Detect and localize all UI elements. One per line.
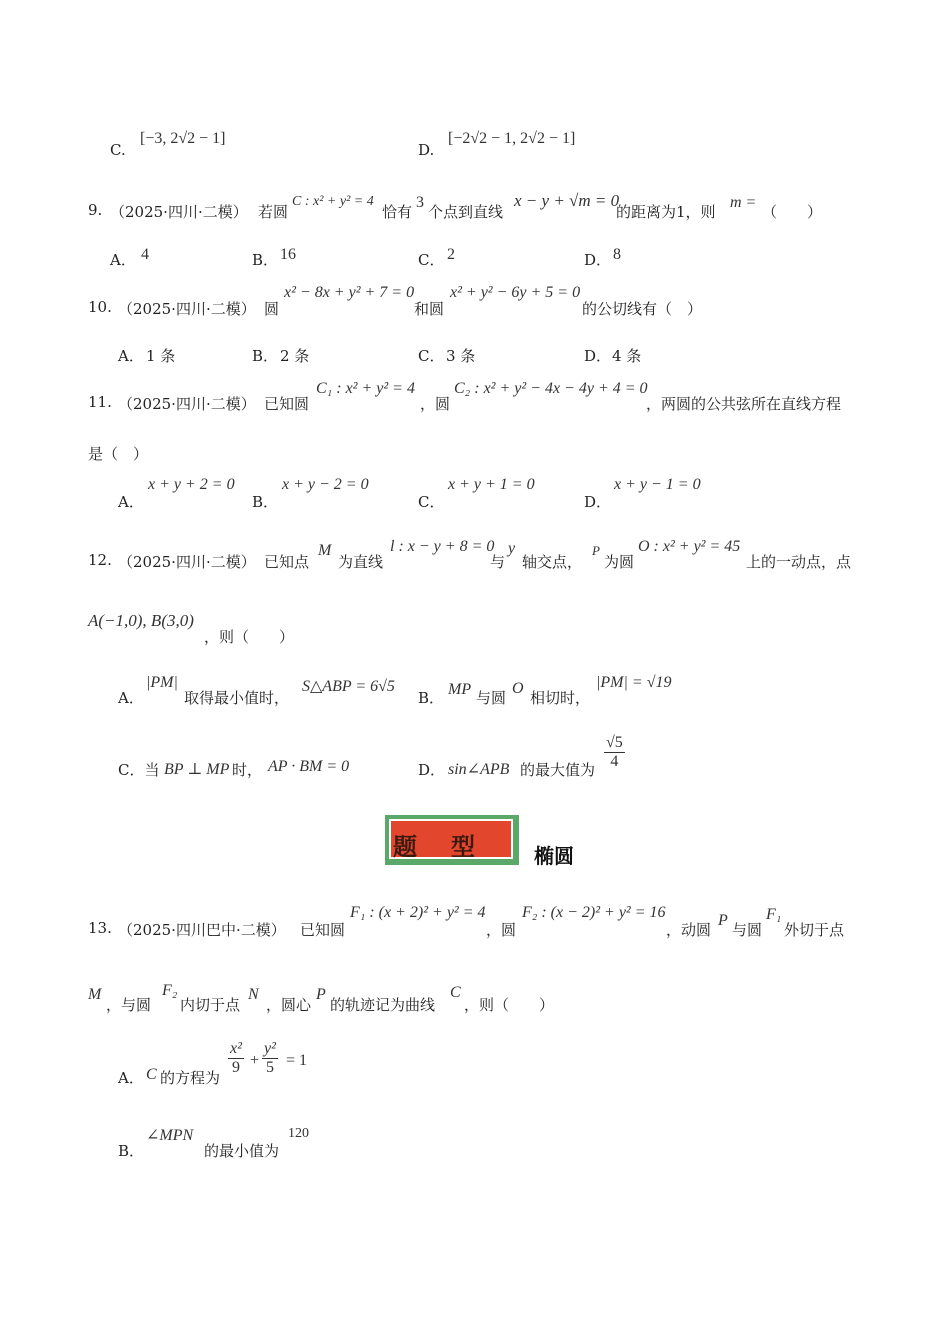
- option-label: C．当: [118, 761, 160, 779]
- option-value: 2 条: [280, 347, 310, 365]
- question-text: ，则（ ）: [204, 628, 295, 646]
- fraction: [262, 1040, 278, 1078]
- question-text: 内切于点: [180, 996, 241, 1014]
- fraction-denominator: 4: [610, 753, 619, 771]
- fraction-numerator: y²: [262, 1040, 278, 1059]
- question-text: 已知圆: [300, 921, 346, 939]
- question-text: ，与圆: [106, 996, 152, 1014]
- math-expression: M: [88, 986, 102, 1003]
- math-expression: 3: [416, 194, 424, 211]
- option-text: 与圆: [476, 689, 507, 707]
- fraction: [228, 1040, 244, 1078]
- option-value: 4 条: [612, 347, 642, 365]
- q8-option-d-label: D.: [418, 141, 435, 159]
- option-text: 的方程为: [160, 1069, 221, 1087]
- option-text: 时，: [232, 761, 263, 779]
- math-expression: x² + y² − 6y + 5 = 0: [450, 284, 581, 301]
- question-text: ，动圆: [666, 921, 712, 939]
- question-text: ，圆: [420, 395, 451, 413]
- math-expression: C: [146, 1066, 157, 1083]
- section-banner-panel: [389, 819, 513, 859]
- question-source: （2025·四川·二模）: [110, 203, 248, 221]
- option-label: B．: [418, 689, 445, 707]
- option-label: D．: [418, 761, 446, 779]
- question-text: 已知点: [264, 553, 310, 571]
- math-expression: P: [592, 543, 600, 558]
- question-text: 的公切线有（ ）: [582, 300, 703, 318]
- section-banner: [385, 815, 519, 865]
- option-value: x + y + 2 = 0: [148, 476, 235, 493]
- question-number: 12.: [88, 551, 112, 569]
- math-expression: N: [248, 986, 259, 1003]
- math-expression: F₂: [162, 982, 178, 999]
- option-label: B．: [252, 347, 279, 365]
- option-label: D．: [584, 493, 612, 511]
- question-number: 11.: [88, 393, 112, 411]
- math-expression: F₁: [766, 906, 782, 923]
- option-value: x + y − 1 = 0: [614, 476, 701, 493]
- question-text: 上的一动点，点: [746, 553, 852, 571]
- q8-option-c-math: [−3, 2√2 − 1]: [140, 130, 226, 147]
- math-expression: x² − 8x + y² + 7 = 0: [284, 284, 415, 301]
- question-text: 为圆: [604, 553, 635, 571]
- math-expression: C : x² + y² = 4: [292, 194, 374, 209]
- math-expression: l : x − y + 8 = 0: [390, 538, 495, 555]
- question-number: 9.: [88, 201, 103, 219]
- option-text: 取得最小值时，: [184, 689, 290, 707]
- question-text: 个点到直线: [428, 203, 504, 221]
- section-title: 椭圆: [534, 844, 574, 868]
- option-value: 4: [141, 246, 149, 263]
- math-expression: A(−1,0), B(3,0): [88, 611, 194, 630]
- fraction-numerator: √5: [604, 734, 625, 753]
- question-source: （2025·四川·二模）: [118, 553, 256, 571]
- section-banner-text: 题型: [393, 833, 509, 861]
- math-expression: P: [718, 912, 728, 929]
- math-expression: 120: [288, 1126, 309, 1141]
- option-value: 2: [447, 246, 455, 263]
- math-expression: sin∠APB: [448, 761, 510, 778]
- question-text: （ ）: [762, 203, 823, 221]
- question-text: ，圆心: [266, 996, 312, 1014]
- q8-option-d-math: [−2√2 − 1, 2√2 − 1]: [448, 130, 576, 147]
- math-expression: C₁ : x² + y² = 4: [316, 380, 415, 397]
- question-text: 已知圆: [264, 395, 310, 413]
- math-expression: m =: [730, 194, 757, 211]
- option-value: x + y + 1 = 0: [448, 476, 535, 493]
- math-expression: S△ABP = 6√5: [302, 678, 395, 695]
- option-label: B．: [252, 493, 279, 511]
- option-label: C．: [418, 251, 445, 269]
- option-label: D．: [584, 251, 612, 269]
- math-expression: x − y + √m = 0: [514, 191, 620, 210]
- option-value: 1 条: [146, 347, 176, 365]
- question-text: 为直线: [338, 553, 384, 571]
- option-label: A．: [118, 689, 144, 707]
- question-text: ，两圆的公共弦所在直线方程: [646, 395, 842, 413]
- math-expression: |PM|: [146, 674, 178, 691]
- question-text: 与: [490, 553, 506, 571]
- question-source: （2025·四川·二模）: [118, 395, 256, 413]
- math-expression: O : x² + y² = 45: [638, 538, 741, 555]
- question-text: 轴交点，: [522, 553, 583, 571]
- math-expression: F₁ : (x + 2)² + y² = 4: [350, 904, 486, 921]
- option-text: 的最小值为: [204, 1142, 280, 1160]
- question-text: 和圆: [414, 300, 445, 318]
- math-expression: = 1: [286, 1052, 308, 1069]
- question-text: 恰有: [382, 203, 413, 221]
- math-expression: C₂ : x² + y² − 4x − 4y + 4 = 0: [454, 380, 648, 397]
- math-expression: AP · BM = 0: [268, 758, 350, 775]
- question-number: 10.: [88, 298, 112, 316]
- option-text: 相切时，: [530, 689, 591, 707]
- math-expression: F₂ : (x − 2)² + y² = 16: [522, 904, 666, 921]
- question-source: （2025·四川·二模）: [118, 300, 256, 318]
- math-expression: O: [512, 680, 524, 697]
- question-text: ，则（ ）: [464, 996, 555, 1014]
- q8-option-c-label: C.: [110, 141, 126, 159]
- plus-sign: +: [250, 1052, 260, 1069]
- math-expression: y: [508, 540, 516, 557]
- question-text: 的轨迹记为曲线: [330, 996, 436, 1014]
- option-value: x + y − 2 = 0: [282, 476, 369, 493]
- math-expression: |PM| = √19: [596, 674, 672, 691]
- option-label: A．: [118, 1069, 144, 1087]
- fraction-denominator: 9: [231, 1059, 240, 1077]
- option-label: B．: [118, 1142, 145, 1160]
- option-label: A．: [110, 251, 136, 269]
- math-expression: MP: [448, 681, 472, 698]
- math-expression: BP ⊥ MP: [164, 761, 230, 778]
- option-text: 的最大值为: [520, 761, 596, 779]
- question-text: 圆: [264, 300, 280, 318]
- math-expression: P: [316, 986, 326, 1003]
- question-text: 若圆: [258, 203, 289, 221]
- option-label: D．: [584, 347, 612, 365]
- option-label: A．: [118, 493, 144, 511]
- math-expression: M: [318, 542, 332, 559]
- question-text: 的距离为1，则: [616, 203, 716, 221]
- math-expression: C: [450, 984, 461, 1001]
- option-label: B．: [252, 251, 279, 269]
- question-text: 外切于点: [784, 921, 845, 939]
- question-text: 是（ ）: [88, 445, 149, 463]
- option-label: C．: [418, 347, 445, 365]
- question-source: （2025·四川巴中·二模）: [118, 921, 286, 939]
- option-label: C．: [418, 493, 445, 511]
- question-text: 与圆: [732, 921, 763, 939]
- option-value: 16: [280, 246, 296, 263]
- fraction-denominator: 5: [265, 1059, 274, 1077]
- math-expression: ∠MPN: [146, 1127, 194, 1144]
- question-number: 13.: [88, 919, 112, 937]
- fraction-numerator: x²: [228, 1040, 244, 1059]
- option-label: A．: [118, 347, 144, 365]
- question-text: ，圆: [486, 921, 517, 939]
- fraction: [604, 734, 625, 772]
- option-value: 8: [613, 246, 621, 263]
- option-value: 3 条: [446, 347, 476, 365]
